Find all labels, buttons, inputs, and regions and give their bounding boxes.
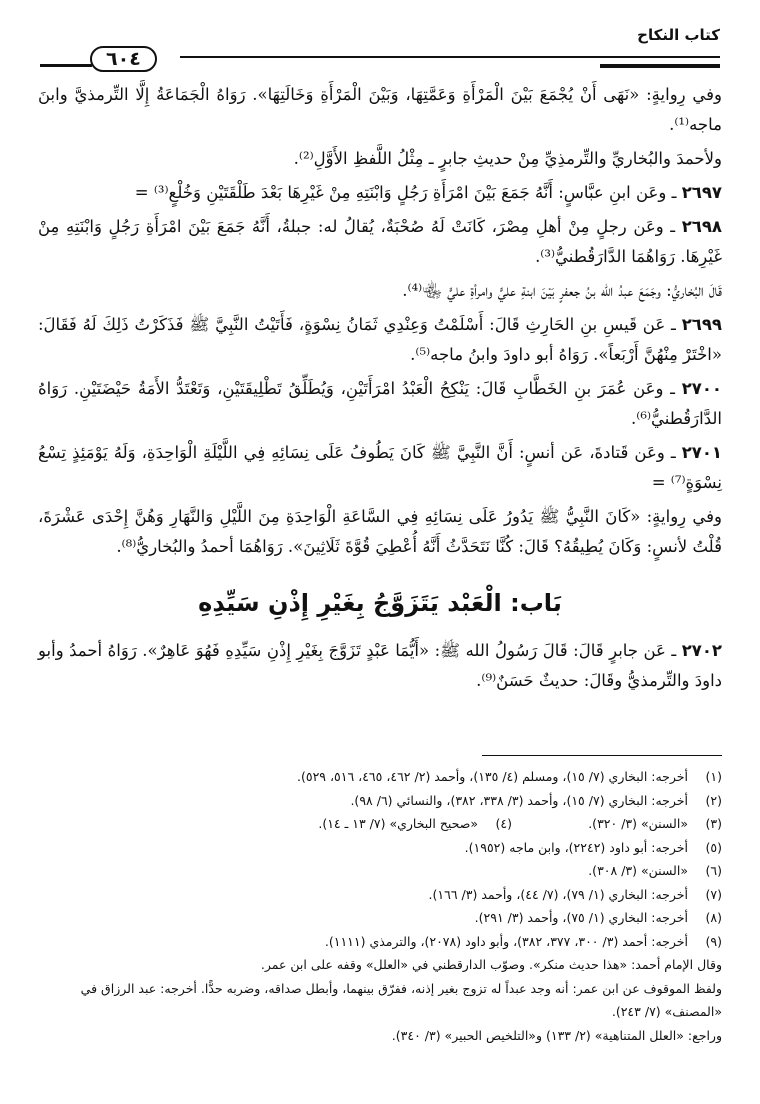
footnote-text: أخرجه: البخاري (٧/ ١٥)، وأحمد (٣/ ٣٣٨، ٣٨٢)، والنسائي (٦/ ٩٨). bbox=[350, 792, 688, 808]
paragraph-text: ولأحمدَ والبُخاريِّ والتِّرمذِيِّ مِنْ حديثِ جابرٍ ـ مِثْلُ اللَّفظِ الأَوَّلِ⁽²⁾. bbox=[293, 149, 722, 168]
footnote-number: (١) bbox=[705, 769, 722, 784]
footnote-text: «السنن» (٣/ ٣٢٠). bbox=[588, 816, 688, 831]
hadith-number: ٢٧٠١ bbox=[681, 443, 722, 462]
footnote-number: (٢) bbox=[705, 792, 722, 808]
paragraph bbox=[38, 80, 722, 140]
paragraph-text: ـ وعَن رجلٍ مِنْ أهلِ مِصْرَ، كَانَتْ لَهُ صُحْبَةٌ، يُقالُ له: جبلةُ، أَنَّهُ جَمَعَ بَيْنَ امْرَأَةِ رَجُلٍ وَابْنَتِهِ مِنْ غَيْرِهَا. رَوَاهُمَا الدَّارَقُطنيُّ⁽³⁾. bbox=[38, 217, 722, 266]
hadith-number: ٢٦٩٧ bbox=[681, 183, 722, 202]
footnote-text: أخرجه: أبو داود (٢٢٤٢)، وابن ماجه (١٩٥٢). bbox=[464, 839, 688, 855]
paragraph bbox=[38, 276, 722, 306]
hadith-number: ٢٧٠٢ bbox=[681, 641, 722, 660]
hadith-paragraph bbox=[38, 212, 722, 272]
footnote-number: (٧) bbox=[705, 886, 722, 902]
page-header bbox=[40, 12, 720, 72]
hadith-paragraph bbox=[38, 636, 722, 696]
footnote bbox=[38, 836, 722, 860]
footnote-text: أخرجه: البخاري (٧/ ١٥)، ومسلم (٤/ ١٣٥)، وأحمد (٢/ ٤٦٢، ٤٦٥، ٥١٦، ٥٢٩). bbox=[297, 769, 688, 784]
footnote-number: (٨) bbox=[705, 910, 722, 925]
footnote-text: أخرجه: أحمد (٣/ ٣٠٠، ٣٧٧، ٣٨٢)، وأبو داود (٢٠٧٨)، والترمذي (١١١١). bbox=[324, 933, 688, 949]
main-text bbox=[38, 80, 722, 700]
footnote bbox=[38, 883, 722, 907]
footnote bbox=[38, 859, 722, 883]
footnotes bbox=[38, 765, 722, 1047]
hadith-number: ٢٦٩٩ bbox=[681, 315, 722, 334]
hadith-paragraph bbox=[38, 374, 722, 434]
footnote bbox=[38, 930, 722, 954]
footnote bbox=[38, 765, 722, 789]
hadith-number: ٢٦٩٨ bbox=[681, 217, 722, 236]
paragraph-text: ـ وعَن عُمَرَ بنِ الخَطَّابِ قَالَ: يَنْكِحُ الْعَبْدُ امْرَأَتَيْنِ، وَيُطَلِّقُ تَطْلِيقَتَيْنِ، وَتَعْتَدُّ الأَمَةُ حَيْضَتَيْنِ. رَوَاهُ الدَّارَقُطنيُّ⁽⁶⁾. bbox=[38, 379, 722, 428]
header-rule bbox=[180, 56, 720, 58]
footnote-text: «السنن» (٣/ ٣٠٨). bbox=[588, 863, 688, 878]
footnote-number: (٩) bbox=[705, 933, 722, 949]
footnote-number: (٤) bbox=[495, 816, 512, 831]
footnote-text: أخرجه: البخاري (١/ ٧٩)، (٧/ ٤٤)، وأحمد (٣/ ١٦٦). bbox=[428, 886, 688, 902]
footnote bbox=[302, 812, 512, 836]
footnote bbox=[38, 789, 722, 813]
paragraph-text: ـ عَن جابرٍ قَالَ: قَالَ رَسُولُ الله ﷺ: «أَيُّمَا عَبْدٍ تَزَوَّجَ بِغَيْرِ إِذْنِ سَيِّدِهِ فَهُوَ عَاهِرٌ». رَوَاهُ أحمدُ وأبو داودَ والتِّرمذيُّ وقَالَ: حديثٌ حَسَنٌ⁽⁹⁾. bbox=[38, 641, 722, 690]
footnote-extra: وراجع: «العلل المتناهية» (٢/ ١٣٣) و«التلخيص الحبير» (٣/ ٣٤٠). bbox=[391, 1027, 722, 1043]
paragraph-text: وفي رِوايةٍ: «نَهَى أَنْ يُجْمَعَ بَيْنَ الْمَرْأَةِ وَعَمَّتِهَا، وَبَيْنَ الْمَرْأَةِ وَخَالَتِهَا». رَوَاهُ الْجَمَاعَةُ إِلَّا التِّرمذيَّ وابنَ ماجه⁽¹⁾. bbox=[38, 85, 722, 134]
hadith-paragraph bbox=[38, 178, 722, 208]
footnote-number: (٣) bbox=[705, 816, 722, 831]
book-title: كتاب النكاح bbox=[637, 26, 720, 44]
paragraph-text: ـ عَن قَيسِ بنِ الحَارِثِ قَالَ: أَسْلَمْتُ وَعِنْدِي ثَمَانُ نِسْوَةٍ، فَأَتَيْتُ النَّبِيَّ ﷺ فَذَكَرْتُ ذَلِكَ لَهُ فَقَالَ: «اخْتَرْ مِنْهُنَّ أَرْبَعاً». رَوَاهُ أبو داودَ وابنُ ماجه⁽⁵⁾. bbox=[38, 315, 722, 364]
hadith-paragraph bbox=[38, 310, 722, 370]
footnote bbox=[512, 812, 722, 836]
chapter-title: بَاب: الْعَبْد يَتَزَوَّجُ بِغَيْرِ إِذْنِ سَيِّدِهِ bbox=[198, 589, 562, 617]
paragraph-text: قَالَ البُخاريُّ: وجَمَعَ عبدُ الله بنُ جعفرٍ بَيْنَ ابنةِ عليٍّ وامرأةِ عليٍّ ﵄⁽⁴⁾. bbox=[402, 281, 722, 300]
paragraph-text: وفي رِوايةٍ: «كَانَ النَّبِيُّ ﷺ يَدُورُ عَلَى نِسَائِهِ فِي السَّاعَةِ الْوَاحِدَةِ مِنَ اللَّيْلِ وَالنَّهَارِ وَهُنَّ إِحْدَى عَشْرَةَ، قُلْتُ لأنسٍ: وَكَانَ يُطِيقُهُ؟ قَالَ: كُنَّا نَتَحَدَّثُ أَنَّهُ أُعْطِيَ قُوَّةَ ثَلَاثِينَ». رَوَاهُمَا أحمدُ والبُخاريُّ⁽⁸⁾. bbox=[38, 507, 722, 556]
page-number: ٦٠٤ bbox=[90, 46, 157, 72]
header-rule-left bbox=[40, 64, 92, 67]
footnote-extra: وقال الإمام أحمد: «هذا حديث منكر». وصوّب الدارقطني في «العلل» وقفه على ابن عمر. bbox=[260, 957, 722, 972]
paragraph-text: ـ وعَن ابنِ عبَّاسٍ: أَنَّهُ جَمَعَ بَيْنَ امْرَأَةِ رَجُلٍ وَابْنَتِهِ مِنْ غَيْرِهَا بَعْدَ طَلْقَتَيْنِ وَخُلْعٍ⁽³⁾ = bbox=[134, 183, 677, 202]
footnote bbox=[38, 906, 722, 930]
hadith-paragraph bbox=[38, 438, 722, 498]
paragraph bbox=[38, 144, 722, 174]
footnote-number: (٦) bbox=[705, 863, 722, 878]
header-rule-thick bbox=[600, 64, 720, 68]
footnote-text: أخرجه: البخاري (١/ ٧٥)، وأحمد (٣/ ٢٩١). bbox=[474, 910, 688, 925]
footnote-extra: ولفظ الموقوف عن ابن عمر: أنه وجد عبداً له تزوج بغير إذنه، ففرّق بينهما، وأبطل صداقه، وضربه حدًّا. أخرجه: عبد الرزاق في «المصنف» (٧/ ٢٤٣). bbox=[80, 980, 722, 1019]
paragraph bbox=[38, 502, 722, 562]
hadith-number: ٢٧٠٠ bbox=[681, 379, 723, 398]
paragraph-text: ـ وعَن قَتادةَ، عَن أنسٍ: أَنَّ النَّبِيَّ ﷺ كَانَ يَطُوفُ عَلَى نِسَائِهِ فِي اللَّيْلَةِ الْوَاحِدَةِ، وَلَهُ يَوْمَئِذٍ تِسْعُ نِسْوَةٍ⁽⁷⁾ = bbox=[38, 443, 722, 492]
footnote-separator bbox=[482, 755, 722, 756]
footnote-number: (٥) bbox=[705, 839, 722, 855]
footnote-text: «صحيح البخاري» (٧/ ١٣ ـ ١٤). bbox=[318, 816, 478, 831]
footnote-row bbox=[38, 812, 722, 836]
